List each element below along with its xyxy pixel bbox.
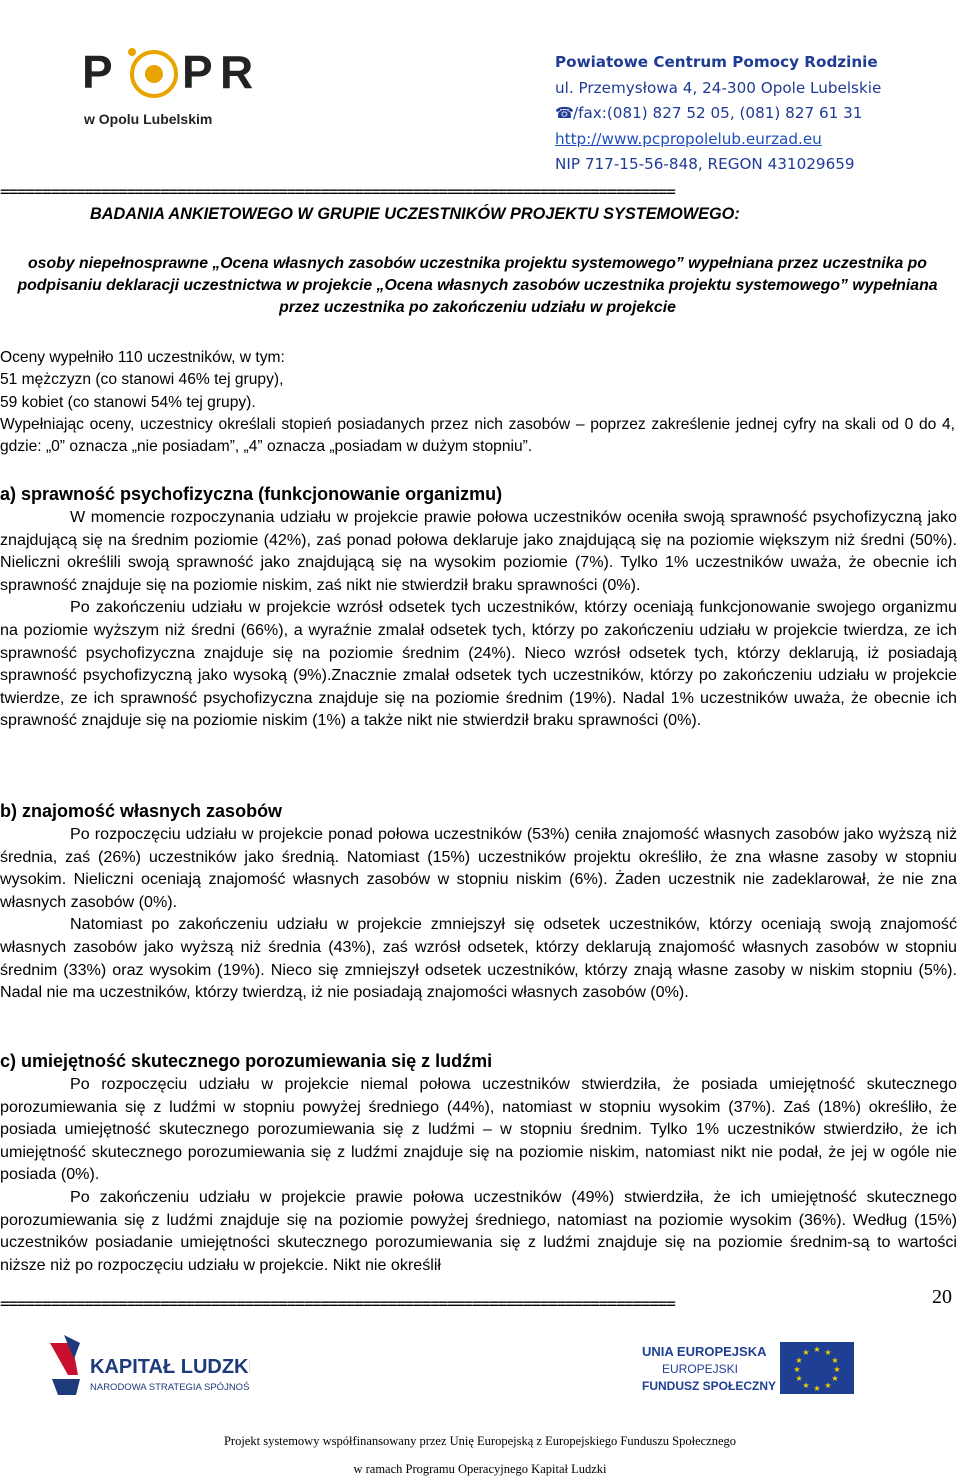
svg-text:★: ★ [831,1374,839,1383]
section-c-paragraph-2: Po zakończeniu udziału w projekcie prawie połowa uczestników (49%) stwierdziła, że ich umiejętność skutecznego porozumiewania się z ludźmi znajduje się na poziomie powyżej średniego, natomiast na poziomie wysokim (36%). Według (15%) uczestników posiadanie umiejętności skutecznego porozumiewania się z ludźmi znajduje się na poziomie średnim-są to wartości niższe niż po rozpoczęciu udziału w projekcie. Nikt nie określił [0,1187,957,1274]
org-nip-regon: NIP 717-15-56-848, REGON 431029659 [555,155,855,173]
org-address: ul. Przemysłowa 4, 24-300 Opole Lubelskie [555,78,882,97]
phone-text: /fax:(081) 827 52 05, (081) 827 61 31 [573,104,863,122]
document-title: BADANIA ANKIETOWEGO W GRUPIE UCZESTNIKÓW PROJEKTU SYSTEMOWEGO: [90,205,740,223]
section-a [0,482,957,732]
top-divider: ================================================================================ [0,184,675,200]
footer-line-2: w ramach Programu Operacyjnego Kapitał Ludzki [353,1462,607,1476]
pcpr-logo [70,30,270,135]
page-number: 20 [932,1286,952,1308]
eu-logo [640,1340,860,1400]
svg-text:★: ★ [833,1365,841,1374]
section-a-heading: a) sprawność psychofizyczna (funkcjonowanie organizmu) [0,484,503,504]
section-c-heading: c) umiejętność skutecznego porozumiewania się z ludźmi [0,1051,493,1071]
stats-scale: Wypełniając oceny, uczestnicy określali stopień posiadanych przez nich zasobów – poprzez zakreślenie jednej cyfry na skali od 0 do 4, gdzie: „0” oznacza „nie posiadam”, „4” oznacza „posiadam w dużym stopniu”. [0,415,955,456]
section-c-paragraph-1: Po rozpoczęciu udziału w projekcie niemal połowa uczestników stwierdziła, że posiada umiejętność skutecznego porozumiewania się z ludźmi w stopniu powyżej średniego (44%), natomiast w stopniu wysokim (37%). Zaś (18%) określiło, że posiada umiejętność skutecznego porozumiewania się z ludźmi – w stopniu średnim. Tylko 1% uczestników stwierdziło, że ich umiejętność skutecznego porozumiewania się z ludźmi znajduje się na poziomie niskim, natomiast nikt nie podał, że jej w ogóle nie posiada (0%). [0,1075,957,1184]
org-website-link[interactable]: http://www.pcpropolelub.eurzad.eu [555,129,822,148]
svg-text:★: ★ [831,1356,839,1365]
svg-text:★: ★ [824,1381,832,1390]
logo-subtitle: w Opolu Lubelskim [84,111,213,127]
kapital-ludzki-logo [50,1335,250,1405]
section-b [0,799,957,1004]
stats-women: 59 kobiet (co stanowi 54% tej grupy). [0,393,256,411]
org-phone [555,101,955,127]
section-b-paragraph-1: Po rozpoczęciu udziału w projekcie ponad połowa uczestników (53%) ceniła znajomość własnych zasobów jako wyższą niż średnia, zaś (26%) uczestników jako średnią. Natomiast (15%) uczestników projektu określiło, że zna własne zasoby w stopniu wysokim. Nieliczni oceniają znajomość własnych zasobów w stopniu niskim (6%). Żaden uczestnik nie zadeklarował, że nie zna własnych zasobów (0%). [0,825,957,911]
header-info [555,50,955,178]
section-a-paragraph-2: Po zakończeniu udziału w projekcie wzrósł odsetek tych uczestników, którzy oceniają funkcjonowanie swojego organizmu na poziomie wyższym niż średni (66%), a wyraźnie zmalał odsetek tych, którzy po zakończeniu udziału w projekcie twierdza, ze ich sprawność psychofizyczna znajduje się na poziomie średnim (24%). Nieco wzrósł odsetek tych, którzy deklarują, iż posiadają sprawność psychofizyczną jako wysoką (9%).Znacznie zmalał odsetek tych uczestników, którzy po zakończeniu udziału w projekcie twierdze, ze ich sprawność psychofizyczna znajduje się na poziomie średnim (19%). Nadal 1% uczestników uważa, że obecnie ich sprawność znajduje się na poziomie niskim (1%) a także nikt nie stwierdził braku sprawności (0%). [0,598,957,730]
eu-line-2: EUROPEJSKI [662,1362,739,1376]
svg-text:★: ★ [802,1348,810,1357]
svg-text:★: ★ [795,1356,803,1365]
svg-text:★: ★ [824,1348,832,1357]
logo-letter-p: P P R [82,46,254,98]
phone-icon: ☎ [555,104,574,122]
svg-text:★: ★ [802,1381,810,1390]
section-a-paragraph-1: W momencie rozpoczynania udziału w projekcie prawie połowa uczestników oceniła swoją sprawność psychofizyczną jako znajdującą się na średnim poziomie (42%), zaś ponad połowa deklaruje jako znajdującą się na poziomie większym niż średni (50%). Nieliczni określili swoją sprawność jako znajdującą się na wysokim poziomie (7%). Tylko 1% uczestników uważa, że obecnie ich sprawność znajduje się na poziomie niskim, zaś nikt nie stwierdził braku sprawności (0%). [0,508,957,594]
footer-line-1: Projekt systemowy współfinansowany przez Unię Europejską z Europejskiego Funduszu Społecznego [223,1434,737,1448]
kl-title: KAPITAŁ LUDZKI [90,1356,250,1378]
svg-text:★: ★ [795,1374,803,1383]
org-name: Powiatowe Centrum Pomocy Rodzinie [555,53,878,71]
svg-text:★: ★ [793,1365,801,1374]
svg-text:★: ★ [813,1384,821,1393]
svg-text:★: ★ [813,1345,821,1354]
eu-line-3: FUNDUSZ SPOŁECZNY [642,1379,777,1393]
section-b-heading: b) znajomość własnych zasobów [0,801,283,821]
stats-men: 51 mężczyzn (co stanowi 46% tej grupy), [0,371,284,389]
section-c [0,1049,957,1276]
intro-text: osoby niepełnosprawne „Ocena własnych zasobów uczestnika projektu systemowego” wypełniana przez uczestnika po podpisaniu deklaracji uczestnictwa w projekcie „Ocena własnych zasobów uczestnika projektu systemowego” wypełniana przez uczestnika po zakończeniu udziału w projekcie [17,255,938,316]
bottom-divider: ================================================================================ [0,1296,675,1312]
eu-line-1: UNIA EUROPEJSKA [642,1344,767,1359]
stats-total: Oceny wypełniło 110 uczestników, w tym: [0,349,285,366]
kl-subtitle: NARODOWA STRATEGIA SPÓJNOŚCI [90,1382,250,1393]
stats-block [0,347,955,458]
section-b-paragraph-2: Natomiast po zakończeniu udziału w projekcie zmniejszył się odsetek uczestników, którzy oceniają swoją znajomość własnych zasobów jako wyższą niż średnia (43%), zaś wzrósł odsetek, którzy deklarują znajomość własnych zasobów w stopniu średnim (33%) oraz wysokim (19%). Nieco się zmniejszył odsetek uczestników, którzy znają własne zasoby w niskim stopniu (5%). Nadal nie ma uczestników, którzy twierdzą, iż nie posiadają znajomości własnych zasobów (0%). [0,915,957,1002]
